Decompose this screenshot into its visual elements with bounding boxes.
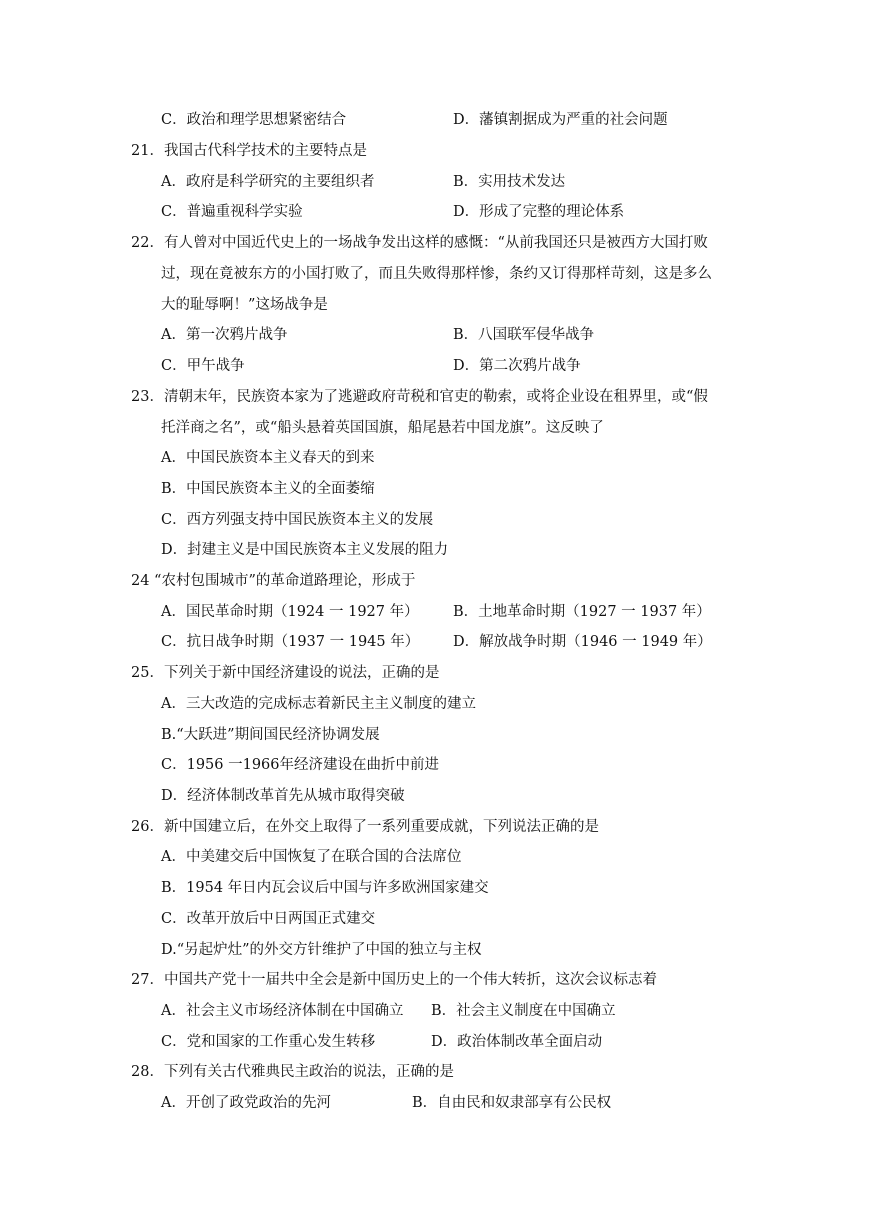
q24-option-d: D．解放战争时期（1946 一 1949 年） bbox=[453, 634, 712, 650]
q26-option-b: B．1954 年日内瓦会议后中国与许多欧洲国家建交 bbox=[161, 880, 489, 896]
q25-option-b: B.“大跃进”期间国民经济协调发展 bbox=[161, 727, 380, 743]
q28-option-b: B．自由民和奴隶部享有公民权 bbox=[412, 1095, 612, 1111]
q28-option-a: A．开创了政党政治的先河 bbox=[161, 1095, 331, 1111]
q23-stem-line2: 托洋商之名”，或“船头悬着英国国旗，船尾悬若中国龙旗”。这反映了 bbox=[161, 420, 604, 436]
q21-option-b: B．实用技术发达 bbox=[453, 174, 566, 190]
q22-option-a: A．第一次鸦片战争 bbox=[161, 327, 288, 343]
q22-option-b: B．八国联军侵华战争 bbox=[453, 327, 595, 343]
q26-option-a: A．中美建交后中国恢复了在联合国的合法席位 bbox=[161, 849, 462, 865]
q23-stem-line1: 23．清朝末年，民族资本家为了逃避政府苛税和官吏的勒索，或将企业设在租界里，或“假 bbox=[131, 389, 708, 405]
q23-option-b: B．中国民族资本主义的全面萎缩 bbox=[161, 481, 375, 497]
q22-stem-line2: 过，现在竟被东方的小国打败了，而且失败得那样惨，条约又订得那样苛刻，这是多么 bbox=[161, 266, 712, 282]
q22-stem-line1: 22．有人曾对中国近代史上的一场战争发出这样的感慨：“从前我国还只是被西方大国打败 bbox=[131, 235, 708, 251]
q20-option-c: C．政治和理学思想紧密结合 bbox=[161, 112, 347, 128]
q28-stem: 28．下列有关古代雅典民主政治的说法，正确的是 bbox=[131, 1064, 454, 1080]
q24-option-c: C．抗日战争时期（1937 一 1945 年） bbox=[161, 634, 420, 650]
q26-option-c: C．改革开放后中日两国正式建交 bbox=[161, 911, 376, 927]
q21-option-a: A．政府是科学研究的主要组织者 bbox=[161, 174, 375, 190]
q23-option-c: C．西方列强支持中国民族资本主义的发展 bbox=[161, 512, 434, 528]
q27-option-d: D．政治体制改革全面启动 bbox=[431, 1034, 603, 1050]
q23-option-d: D．封建主义是中国民族资本主义发展的阻力 bbox=[161, 542, 449, 558]
q25-option-c: C．1956 一1966年经济建设在曲折中前进 bbox=[161, 757, 440, 773]
q24-option-b: B．土地革命时期（1927 一 1937 年） bbox=[453, 604, 711, 620]
q21-option-d: D．形成了完整的理论体系 bbox=[453, 204, 625, 220]
q20-option-d: D．藩镇割据成为严重的社会问题 bbox=[453, 112, 668, 128]
q25-option-d: D．经济体制改革首先从城市取得突破 bbox=[161, 788, 405, 804]
q25-option-a: A．三大改造的完成标志着新民主主义制度的建立 bbox=[161, 696, 476, 712]
q22-option-c: C．甲午战争 bbox=[161, 358, 245, 374]
q24-stem: 24 “农村包围城市”的革命道路理论，形成于 bbox=[131, 573, 416, 589]
q26-stem: 26．新中国建立后，在外交上取得了一系列重要成就，下列说法正确的是 bbox=[131, 819, 599, 835]
q22-stem-line3: 大的耻辱啊！”这场战争是 bbox=[161, 297, 328, 313]
q27-option-a: A．社会主义市场经济体制在中国确立 bbox=[161, 1003, 404, 1019]
q26-option-d: D.“另起炉灶”的外交方针维护了中国的独立与主权 bbox=[161, 942, 482, 958]
q21-option-c: C．普遍重视科学实验 bbox=[161, 204, 303, 220]
q27-option-c: C．党和国家的工作重心发生转移 bbox=[161, 1034, 376, 1050]
q25-stem: 25．下列关于新中国经济建设的说法，正确的是 bbox=[131, 665, 440, 681]
q27-option-b: B．社会主义制度在中国确立 bbox=[431, 1003, 616, 1019]
q21-stem: 21．我国古代科学技术的主要特点是 bbox=[131, 143, 367, 159]
q24-option-a: A．国民革命时期（1924 一 1927 年） bbox=[161, 604, 419, 620]
q22-option-d: D．第二次鸦片战争 bbox=[453, 358, 581, 374]
q23-option-a: A．中国民族资本主义春天的到来 bbox=[161, 450, 375, 466]
q27-stem: 27．中国共产党十一届共中全会是新中国历史上的一个伟大转折，这次会议标志着 bbox=[131, 972, 657, 988]
